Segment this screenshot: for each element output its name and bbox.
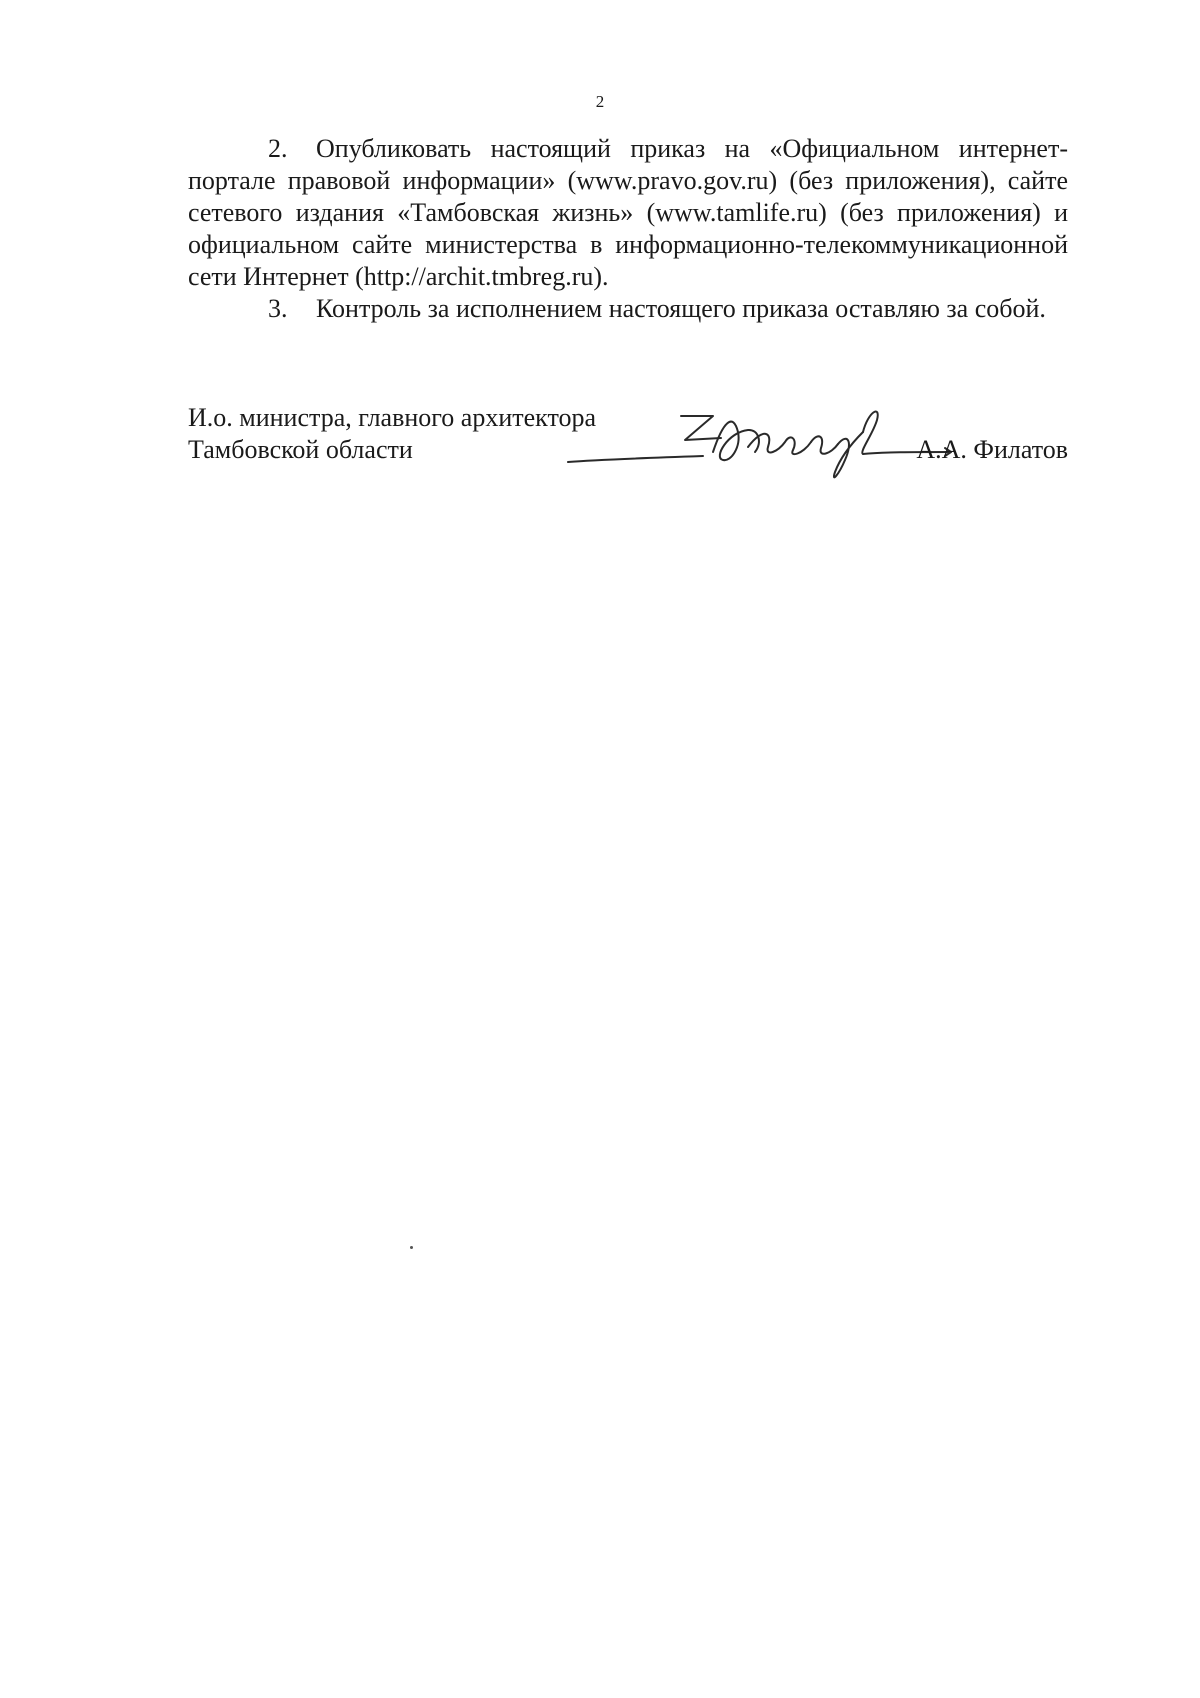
page-number: 2 [595, 92, 605, 111]
signatory-title-line-2: Тамбовской области [188, 435, 413, 464]
signatory-title [188, 402, 596, 466]
scan-speck [410, 1246, 413, 1249]
paragraph-number: 3. [268, 294, 288, 323]
signatory-name: А.А. Филатов [916, 435, 1068, 464]
paragraph-2 [188, 133, 1068, 293]
paragraph-number: 2. [268, 134, 288, 163]
paragraph-3 [188, 293, 1068, 325]
paragraph-text: Опубликовать настоящий приказ на «Официальном интернет-портале правовой информации» (www.pravo.gov.ru) (без приложения), сайте сетевого издания «Тамбовская жизнь» (www.tamlife.ru) (без приложения) и официальном сайте министерства в информационно-телекоммуникационной сети Интернет (http://archit.tmbreg.ru). [188, 134, 1068, 291]
signature-block [188, 402, 1068, 492]
signatory-title-line-1: И.о. министра, главного архитектора [188, 403, 597, 432]
paragraph-text: Контроль за исполнением настоящего приказа оставляю за собой. [316, 294, 1046, 323]
document-body [188, 133, 1068, 325]
handwritten-signature-icon [563, 402, 953, 488]
